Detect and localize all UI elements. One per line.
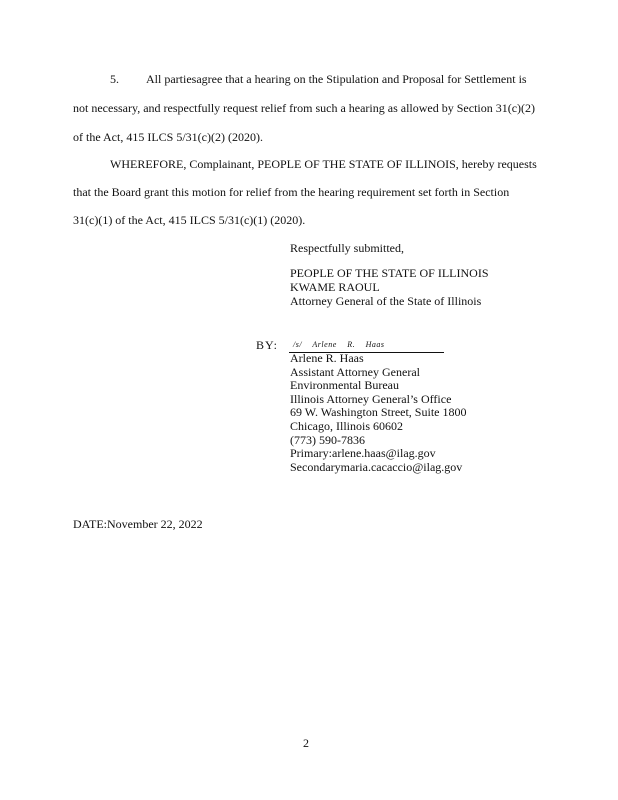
attorney-phone: (773) 590-7836 <box>290 432 365 447</box>
attorney-city: Chicago, Illinois 60602 <box>290 418 403 433</box>
paragraph-number: 5. <box>110 72 119 86</box>
attorney-office: Illinois Attorney General’s Office <box>290 391 452 406</box>
by-label: BY: <box>256 338 278 352</box>
secondary-email: Secondarymaria.cacaccio@ilag.gov <box>290 459 463 474</box>
attorney-contact-block <box>290 352 466 474</box>
attorney-general-name: KWAME RAOUL <box>290 280 380 294</box>
paragraph-5-line-1: All partiesagree that a hearing on the Stipulation and Proposal for Settlement is <box>146 72 527 86</box>
page-number: 2 <box>303 736 309 750</box>
wherefore-line-2: that the Board grant this motion for relief from the hearing requirement set forth in Section <box>73 185 510 199</box>
primary-email: Primary:arlene.haas@ilag.gov <box>290 446 436 461</box>
paragraph-5-line-2: not necessary, and respectfully request relief from such a hearing as allowed by Section 31(c)(2) <box>73 101 536 115</box>
attorney-title: Assistant Attorney General <box>290 364 420 379</box>
attorney-street: 69 W. Washington Street, Suite 1800 <box>290 405 467 420</box>
electronic-signature: /s/ Arlene R. Haas <box>293 340 385 349</box>
document-date: DATE:November 22, 2022 <box>73 517 203 531</box>
paragraph-5-line-3: of the Act, 415 ILCS 5/31(c)(2) (2020). <box>73 130 263 144</box>
wherefore-line-3: 31(c)(1) of the Act, 415 ILCS 5/31(c)(1) (2020). <box>73 213 306 227</box>
attorney-name: Arlene R. Haas <box>290 351 364 365</box>
party-block <box>290 266 489 308</box>
closing-phrase: Respectfully submitted, <box>290 241 404 255</box>
attorney-general-title: Attorney General of the State of Illinois <box>290 294 482 308</box>
attorney-bureau: Environmental Bureau <box>290 378 399 393</box>
party-name: PEOPLE OF THE STATE OF ILLINOIS <box>290 266 489 280</box>
wherefore-line-1: WHEREFORE, Complainant, PEOPLE OF THE STATE OF ILLINOIS, hereby requests <box>110 157 537 171</box>
